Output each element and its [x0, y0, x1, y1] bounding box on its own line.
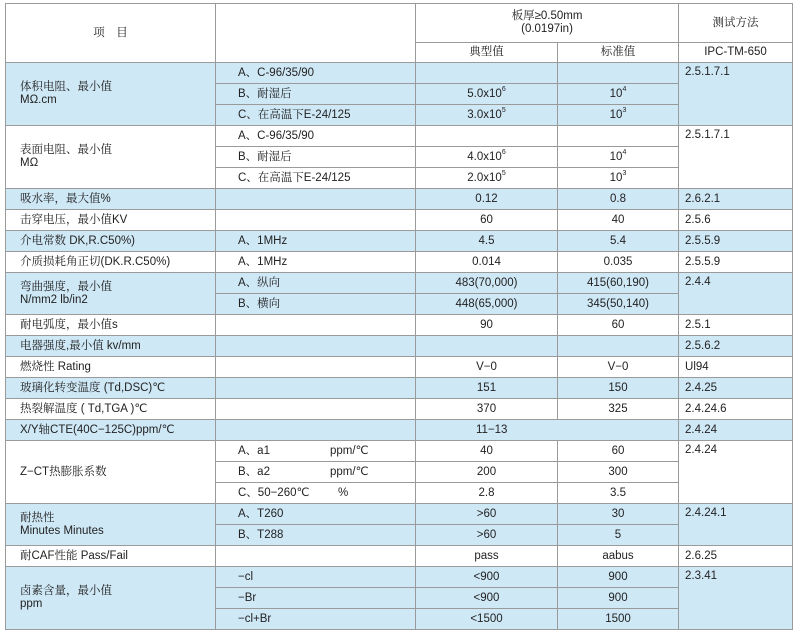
- z-cte-cond-c-unit: %: [338, 486, 349, 499]
- caf-typical: pass: [416, 546, 558, 567]
- z-cte-standard-a: 60: [558, 441, 679, 462]
- volume-resistance-cond-c: C、在高温下E-24/125: [216, 105, 416, 126]
- flexural-strength-name: 弯曲强度，最小值: [20, 280, 112, 293]
- surface-resistance-standard-b: [558, 147, 679, 168]
- volume-resistance-cond-b: B、耐湿后: [216, 84, 416, 105]
- caf-cond: [216, 546, 416, 567]
- arc-resistance-method: 2.5.1: [679, 315, 793, 336]
- dissipation-factor-typical: 0.014: [416, 252, 558, 273]
- z-cte-standard-b: 300: [558, 462, 679, 483]
- flexural-strength-typical-b: 448(65,000): [416, 294, 558, 315]
- volume-resistance-typical-b: [416, 84, 558, 105]
- dielectric-constant-method: 2.5.5.9: [679, 231, 793, 252]
- halogen-standard-b: 900: [558, 588, 679, 609]
- heat-resistance-method: 2.4.24.1: [679, 504, 793, 546]
- surface-resistance-label: [6, 126, 216, 189]
- halogen-cond-c: −cl+Br: [216, 609, 416, 630]
- z-cte-label: Z−CT热膨胀系数: [6, 441, 216, 504]
- halogen-method: 2.3.41: [679, 567, 793, 630]
- surface-resistance-typical-a: [416, 126, 558, 147]
- row-water-absorption: [6, 189, 793, 210]
- dissipation-factor-standard: 0.035: [558, 252, 679, 273]
- z-cte-typical-c: 2.8: [416, 483, 558, 504]
- vr-typical-c-base: 3.0x10: [467, 108, 502, 121]
- sr-typical-c-base: 2.0x10: [467, 171, 502, 184]
- dissipation-factor-label: 介质损耗角正切(DK.R.C50%): [6, 252, 216, 273]
- heat-resistance-cond-b: B、T288: [216, 525, 416, 546]
- volume-resistance-cond-a: A、C-96/35/90: [216, 63, 416, 84]
- row-decomposition-temp: [6, 399, 793, 420]
- volume-resistance-method: 2.5.1.7.1: [679, 63, 793, 126]
- glass-transition-method: 2.4.25: [679, 378, 793, 399]
- caf-standard: aabus: [558, 546, 679, 567]
- surface-resistance-unit: MΩ: [20, 157, 39, 169]
- halogen-label: [6, 567, 216, 630]
- decomposition-temp-cond: [216, 399, 416, 420]
- decomposition-temp-method: 2.4.24.6: [679, 399, 793, 420]
- water-absorption-standard: 0.8: [558, 189, 679, 210]
- z-cte-cond-b-unit: ppm/℃: [330, 465, 369, 478]
- decomposition-temp-standard: 325: [558, 399, 679, 420]
- row-heat-resistance-a: [6, 504, 793, 525]
- row-volume-resistance-a: [6, 63, 793, 84]
- heat-resistance-cond-a: A、T260: [216, 504, 416, 525]
- surface-resistance-typical-b: [416, 147, 558, 168]
- electric-strength-standard: [558, 336, 679, 357]
- row-flexural-strength-a: [6, 273, 793, 294]
- row-flammability: [6, 357, 793, 378]
- volume-resistance-standard-a: [558, 63, 679, 84]
- halogen-standard-a: 900: [558, 567, 679, 588]
- row-dissipation-factor: [6, 252, 793, 273]
- electric-strength-label: 电器强度,最小值 kv/mm: [6, 336, 216, 357]
- arc-resistance-typical: 90: [416, 315, 558, 336]
- halogen-typical-b: <900: [416, 588, 558, 609]
- halogen-typical-c: <1500: [416, 609, 558, 630]
- flammability-standard: V−0: [558, 357, 679, 378]
- header-test-method: 测试方法: [679, 4, 793, 43]
- halogen-standard-c: 1500: [558, 609, 679, 630]
- sr-standard-b-base: 10: [609, 150, 623, 163]
- flexural-strength-typical-a: 483(70,000): [416, 273, 558, 294]
- vr-typical-b-base: 5.0x10: [467, 87, 502, 100]
- heat-resistance-label: [6, 504, 216, 546]
- volume-resistance-standard-c: [558, 105, 679, 126]
- row-arc-resistance: [6, 315, 793, 336]
- arc-resistance-standard: 60: [558, 315, 679, 336]
- row-glass-transition: [6, 378, 793, 399]
- surface-resistance-standard-a: [558, 126, 679, 147]
- flexural-strength-unit: N/mm2 lb/in2: [20, 293, 88, 306]
- water-absorption-typical: 0.12: [416, 189, 558, 210]
- surface-resistance-cond-b: B、耐湿后: [216, 147, 416, 168]
- water-absorption-method: 2.6.2.1: [679, 189, 793, 210]
- halogen-typical-a: <900: [416, 567, 558, 588]
- z-cte-cond-a-unit: ppm/℃: [330, 444, 369, 457]
- heat-resistance-standard-b: 5: [558, 525, 679, 546]
- sr-typical-b-exp: 6: [501, 148, 506, 156]
- row-electric-strength: [6, 336, 793, 357]
- breakdown-voltage-typical: 60: [416, 210, 558, 231]
- xy-cte-cond: [216, 420, 416, 441]
- row-z-cte-a: [6, 441, 793, 462]
- glass-transition-typical: 151: [416, 378, 558, 399]
- sr-typical-b-base: 4.0x10: [467, 150, 502, 163]
- arc-resistance-cond: [216, 315, 416, 336]
- row-breakdown-voltage: [6, 210, 793, 231]
- surface-resistance-name: 表面电阻、最小值: [20, 144, 112, 156]
- header-test-standard: IPC-TM-650: [679, 43, 793, 63]
- vr-standard-b-exp: 4: [622, 85, 627, 93]
- material-spec-table: [5, 3, 793, 630]
- dielectric-constant-typical: 4.5: [416, 231, 558, 252]
- z-cte-cond-a-name: A、a1: [238, 444, 270, 457]
- heat-resistance-unit: Minutes Minutes: [20, 524, 104, 537]
- dissipation-factor-cond: A、1MHz: [216, 252, 416, 273]
- header-standard: 标准值: [558, 43, 679, 63]
- volume-resistance-unit: MΩ.cm: [20, 94, 57, 106]
- electric-strength-cond: [216, 336, 416, 357]
- glass-transition-standard: 150: [558, 378, 679, 399]
- heat-resistance-name: 耐热性: [20, 511, 55, 524]
- flexural-strength-label: [6, 273, 216, 315]
- vr-typical-b-exp: 6: [501, 85, 506, 93]
- header-row-1: [6, 4, 793, 43]
- surface-resistance-method: 2.5.1.7.1: [679, 126, 793, 189]
- sr-typical-c-exp: 5: [501, 169, 506, 177]
- header-condition-blank: [216, 4, 416, 63]
- header-thickness-line2: (0.0197in): [521, 23, 573, 35]
- electric-strength-typical: [416, 336, 558, 357]
- volume-resistance-name: 体积电阻、最小值: [20, 81, 112, 93]
- spec-table-wrapper: [5, 3, 793, 630]
- vr-standard-b-base: 10: [609, 87, 623, 100]
- z-cte-cond-b: [216, 462, 416, 483]
- header-thickness-line1: 板厚≥0.50mm: [511, 10, 583, 22]
- dielectric-constant-standard: 5.4: [558, 231, 679, 252]
- z-cte-typical-b: 200: [416, 462, 558, 483]
- halogen-name: 卤素含量，最小值: [20, 585, 112, 597]
- sr-standard-b-exp: 4: [622, 148, 627, 156]
- flammability-method: Ul94: [679, 357, 793, 378]
- z-cte-typical-a: 40: [416, 441, 558, 462]
- flexural-strength-standard-b: 345(50,140): [558, 294, 679, 315]
- row-dielectric-constant: [6, 231, 793, 252]
- surface-resistance-cond-c: C、在高温下E-24/125: [216, 168, 416, 189]
- flammability-label: 燃烧性 Rating: [6, 357, 216, 378]
- dielectric-constant-cond: A、1MHz: [216, 231, 416, 252]
- flexural-strength-cond-b: B、横向: [216, 294, 416, 315]
- flexural-strength-standard-a: 415(60,190): [558, 273, 679, 294]
- surface-resistance-standard-c: [558, 168, 679, 189]
- vr-standard-c-base: 10: [609, 108, 623, 121]
- z-cte-method: 2.4.24: [679, 441, 793, 504]
- halogen-cond-a: −cl: [216, 567, 416, 588]
- row-caf: [6, 546, 793, 567]
- volume-resistance-typical-c: [416, 105, 558, 126]
- vr-standard-c-exp: 3: [622, 106, 627, 114]
- water-absorption-label: 吸水率，最大值%: [6, 189, 216, 210]
- caf-label: 耐CAF性能 Pass/Fail: [6, 546, 216, 567]
- xy-cte-value: 11−13: [416, 420, 679, 441]
- dissipation-factor-method: 2.5.5.9: [679, 252, 793, 273]
- arc-resistance-label: 耐电弧度，最小值s: [6, 315, 216, 336]
- volume-resistance-typical-a: [416, 63, 558, 84]
- breakdown-voltage-standard: 40: [558, 210, 679, 231]
- heat-resistance-typical-a: >60: [416, 504, 558, 525]
- z-cte-cond-c: [216, 483, 416, 504]
- flammability-cond: [216, 357, 416, 378]
- surface-resistance-cond-a: A、C-96/35/90: [216, 126, 416, 147]
- header-thickness: [416, 4, 679, 43]
- row-halogen-a: [6, 567, 793, 588]
- sr-standard-c-exp: 3: [622, 169, 627, 177]
- xy-cte-method: 2.4.24: [679, 420, 793, 441]
- sr-standard-c-base: 10: [609, 171, 623, 184]
- z-cte-standard-c: 3.5: [558, 483, 679, 504]
- header-typical: 典型值: [416, 43, 558, 63]
- electric-strength-method: 2.5.6.2: [679, 336, 793, 357]
- water-absorption-cond: [216, 189, 416, 210]
- decomposition-temp-label: 热裂解温度 ( Td,TGA )℃: [6, 399, 216, 420]
- row-surface-resistance-a: [6, 126, 793, 147]
- volume-resistance-standard-b: [558, 84, 679, 105]
- glass-transition-label: 玻璃化转变温度 (Td,DSC)℃: [6, 378, 216, 399]
- heat-resistance-typical-b: >60: [416, 525, 558, 546]
- xy-cte-label: X/Y轴CTE(40C−125C)ppm/℃: [6, 420, 216, 441]
- z-cte-cond-b-name: B、a2: [238, 465, 270, 478]
- header-item: 项 目: [6, 4, 216, 63]
- dielectric-constant-label: 介电常数 DK,R.C50%): [6, 231, 216, 252]
- surface-resistance-typical-c: [416, 168, 558, 189]
- decomposition-temp-typical: 370: [416, 399, 558, 420]
- breakdown-voltage-cond: [216, 210, 416, 231]
- z-cte-cond-a: [216, 441, 416, 462]
- flexural-strength-method: 2.4.4: [679, 273, 793, 315]
- heat-resistance-standard-a: 30: [558, 504, 679, 525]
- volume-resistance-label: [6, 63, 216, 126]
- halogen-unit: ppm: [20, 598, 43, 610]
- row-xy-cte: [6, 420, 793, 441]
- z-cte-cond-c-name: C、50−260℃: [238, 486, 310, 499]
- breakdown-voltage-method: 2.5.6: [679, 210, 793, 231]
- flammability-typical: V−0: [416, 357, 558, 378]
- flexural-strength-cond-a: A、纵向: [216, 273, 416, 294]
- caf-method: 2.6.25: [679, 546, 793, 567]
- vr-typical-c-exp: 5: [501, 106, 506, 114]
- halogen-cond-b: −Br: [216, 588, 416, 609]
- breakdown-voltage-label: 击穿电压，最小值KV: [6, 210, 216, 231]
- glass-transition-cond: [216, 378, 416, 399]
